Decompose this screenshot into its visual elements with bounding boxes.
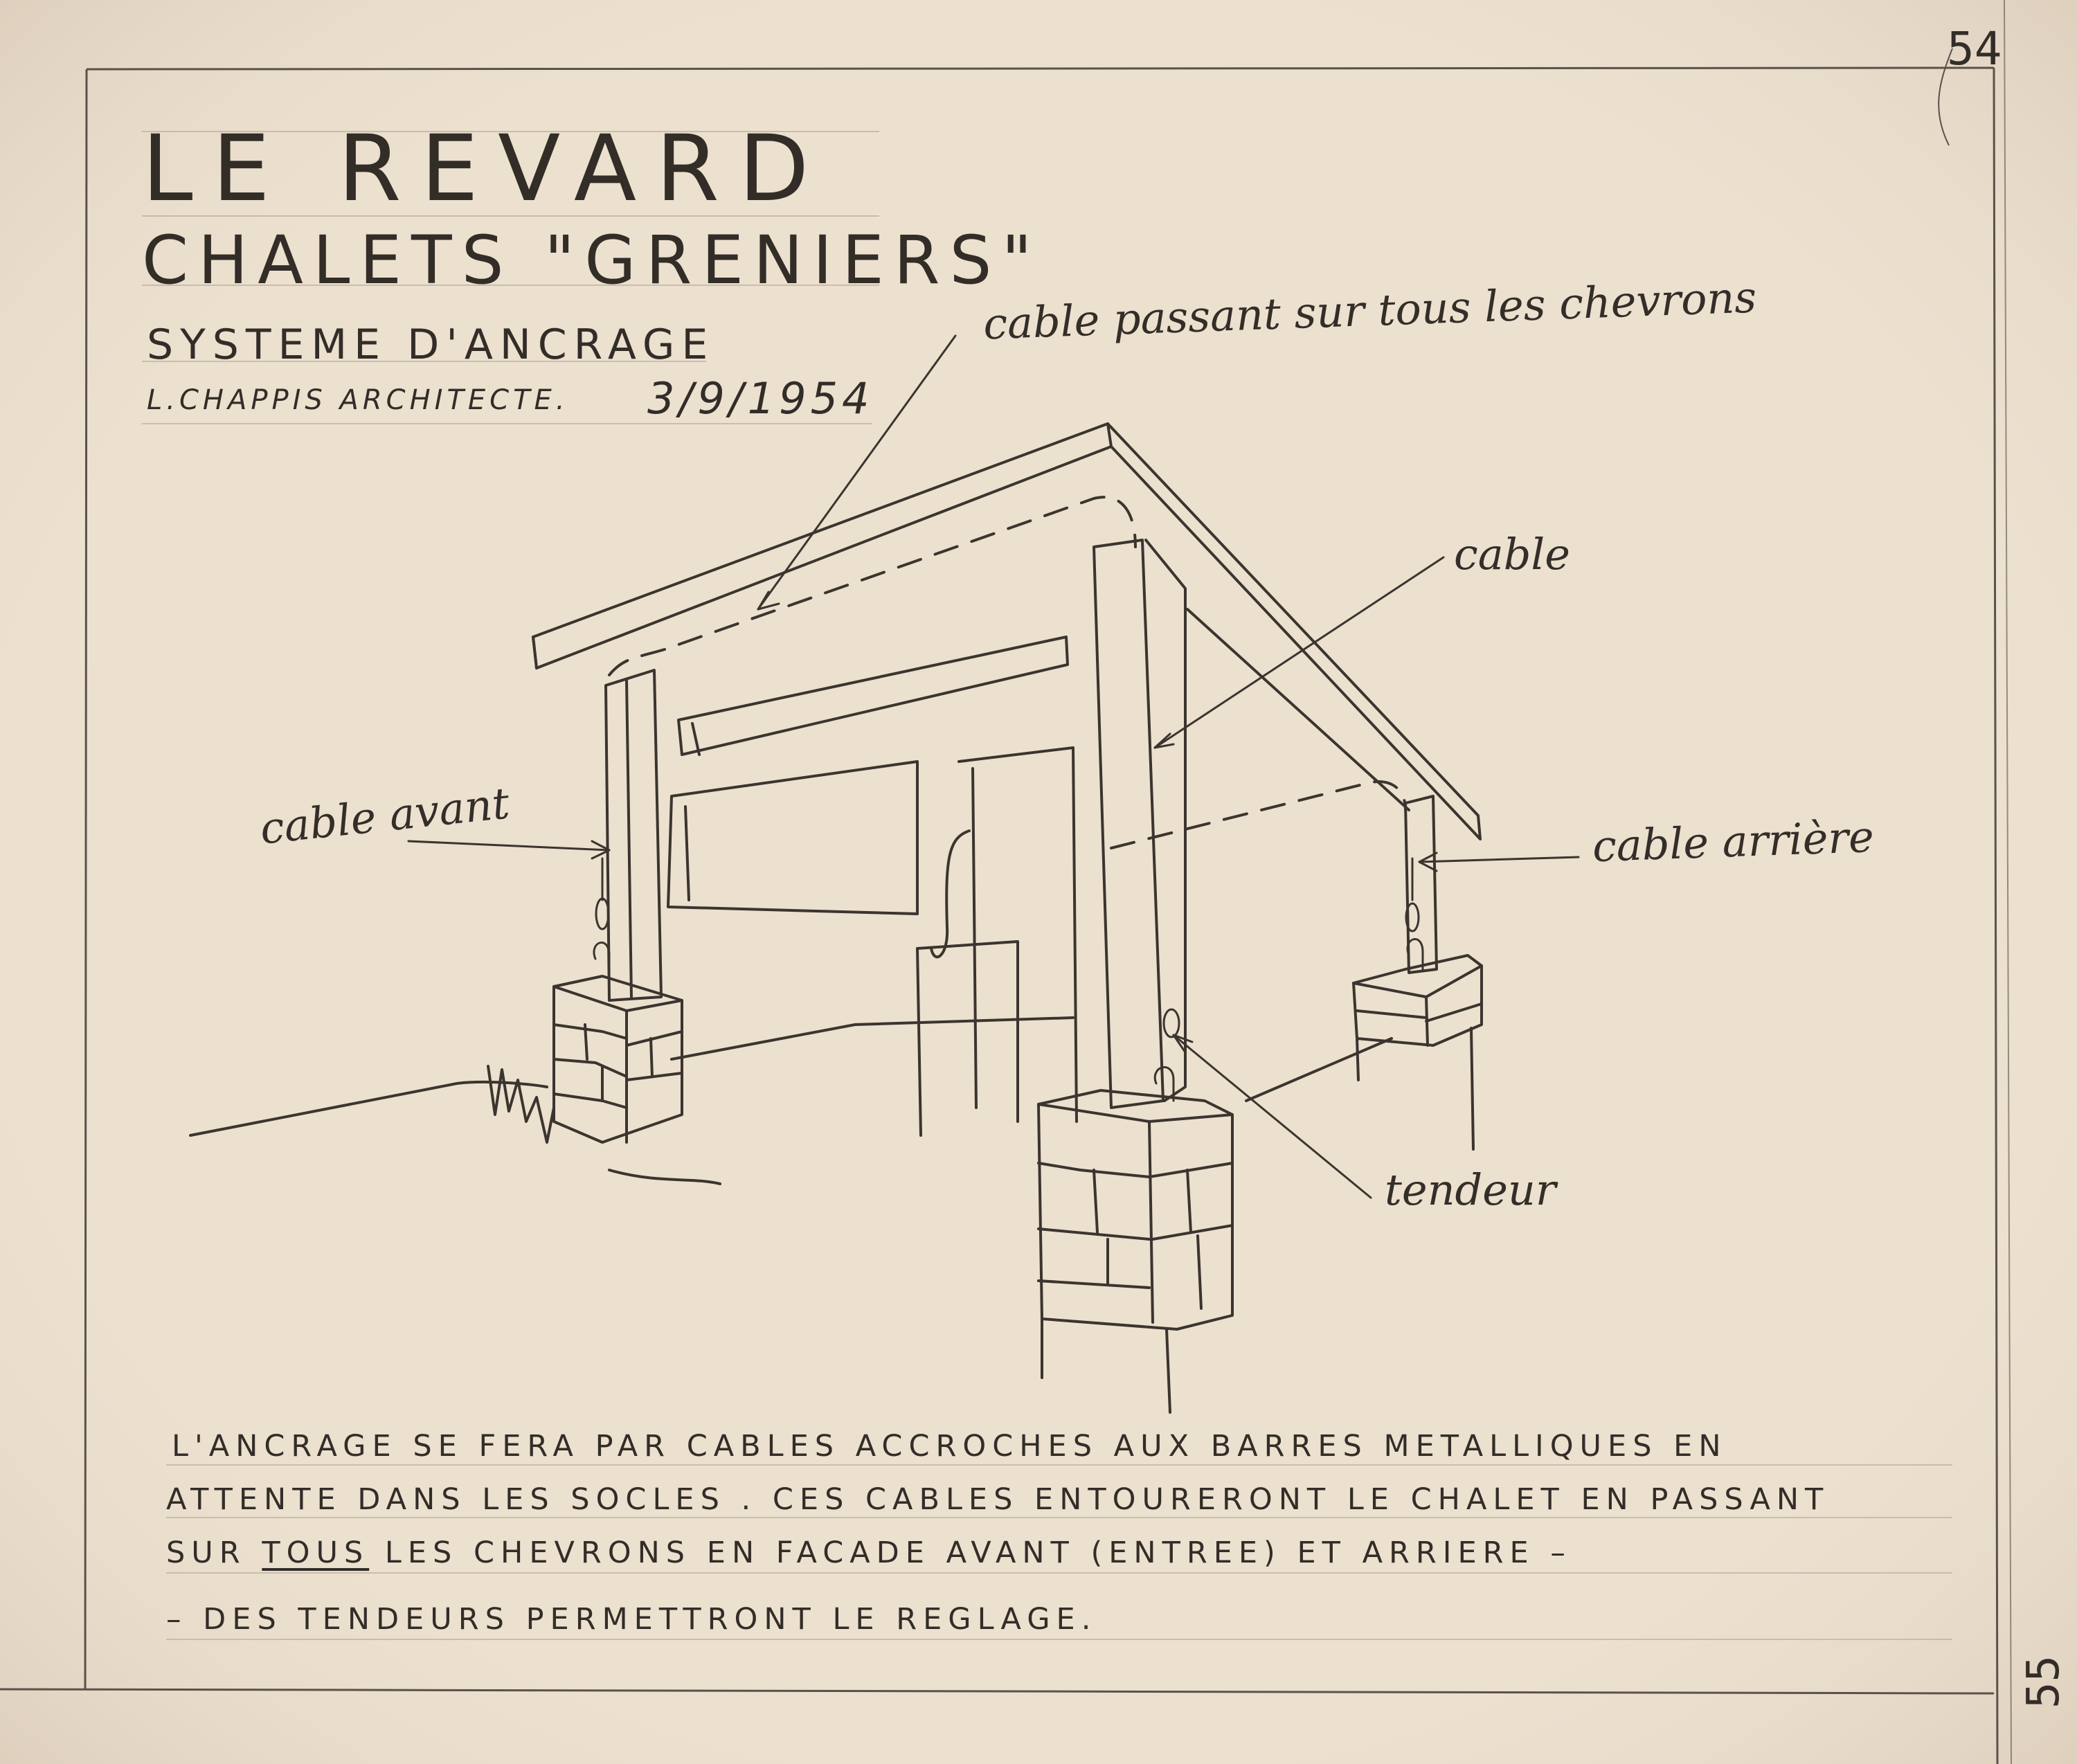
title-subject: CHALETS "GRENIERS" [142,222,1042,299]
drawing-date: 3/9/1954 [647,373,874,424]
label-top-cable: cable passant sur tous les chevrons [982,271,1758,350]
note-line-3 [166,1538,1572,1568]
note-line-4: – DES TENDEURS PERMETTRONT LE REGLAGE. [166,1602,1097,1637]
title-location: LE REVARD [142,116,829,222]
page-number: 54 [1947,22,2002,75]
note-line-1: L'ANCRAGE SE FERA PAR CABLES ACCROCHES AUX BARRES METALLIQUES EN [172,1429,1727,1464]
title-system: SYSTEME D'ANCRAGE [147,321,715,369]
note-line-2: ATTENTE DANS LES SOCLES . CES CABLES ENTOURERONT LE CHALET EN PASSANT [166,1482,1830,1517]
label-tensioner: tendeur [1385,1164,1556,1215]
label-front-cable: cable avant [258,777,512,854]
note-line-3-start: SUR [166,1536,262,1570]
label-rear-cable: cable arrière [1591,811,1875,872]
note-underlined-word: TOUS [262,1536,370,1570]
architect-signature: L.CHAPPIS ARCHITECTE. [147,384,569,416]
label-cable: cable [1454,529,1570,579]
page-number-bottom: 55 [2018,1655,2069,1709]
note-line-3-end: LES CHEVRONS EN FACADE AVANT (ENTREE) ET ARRIERE – [369,1536,1572,1570]
